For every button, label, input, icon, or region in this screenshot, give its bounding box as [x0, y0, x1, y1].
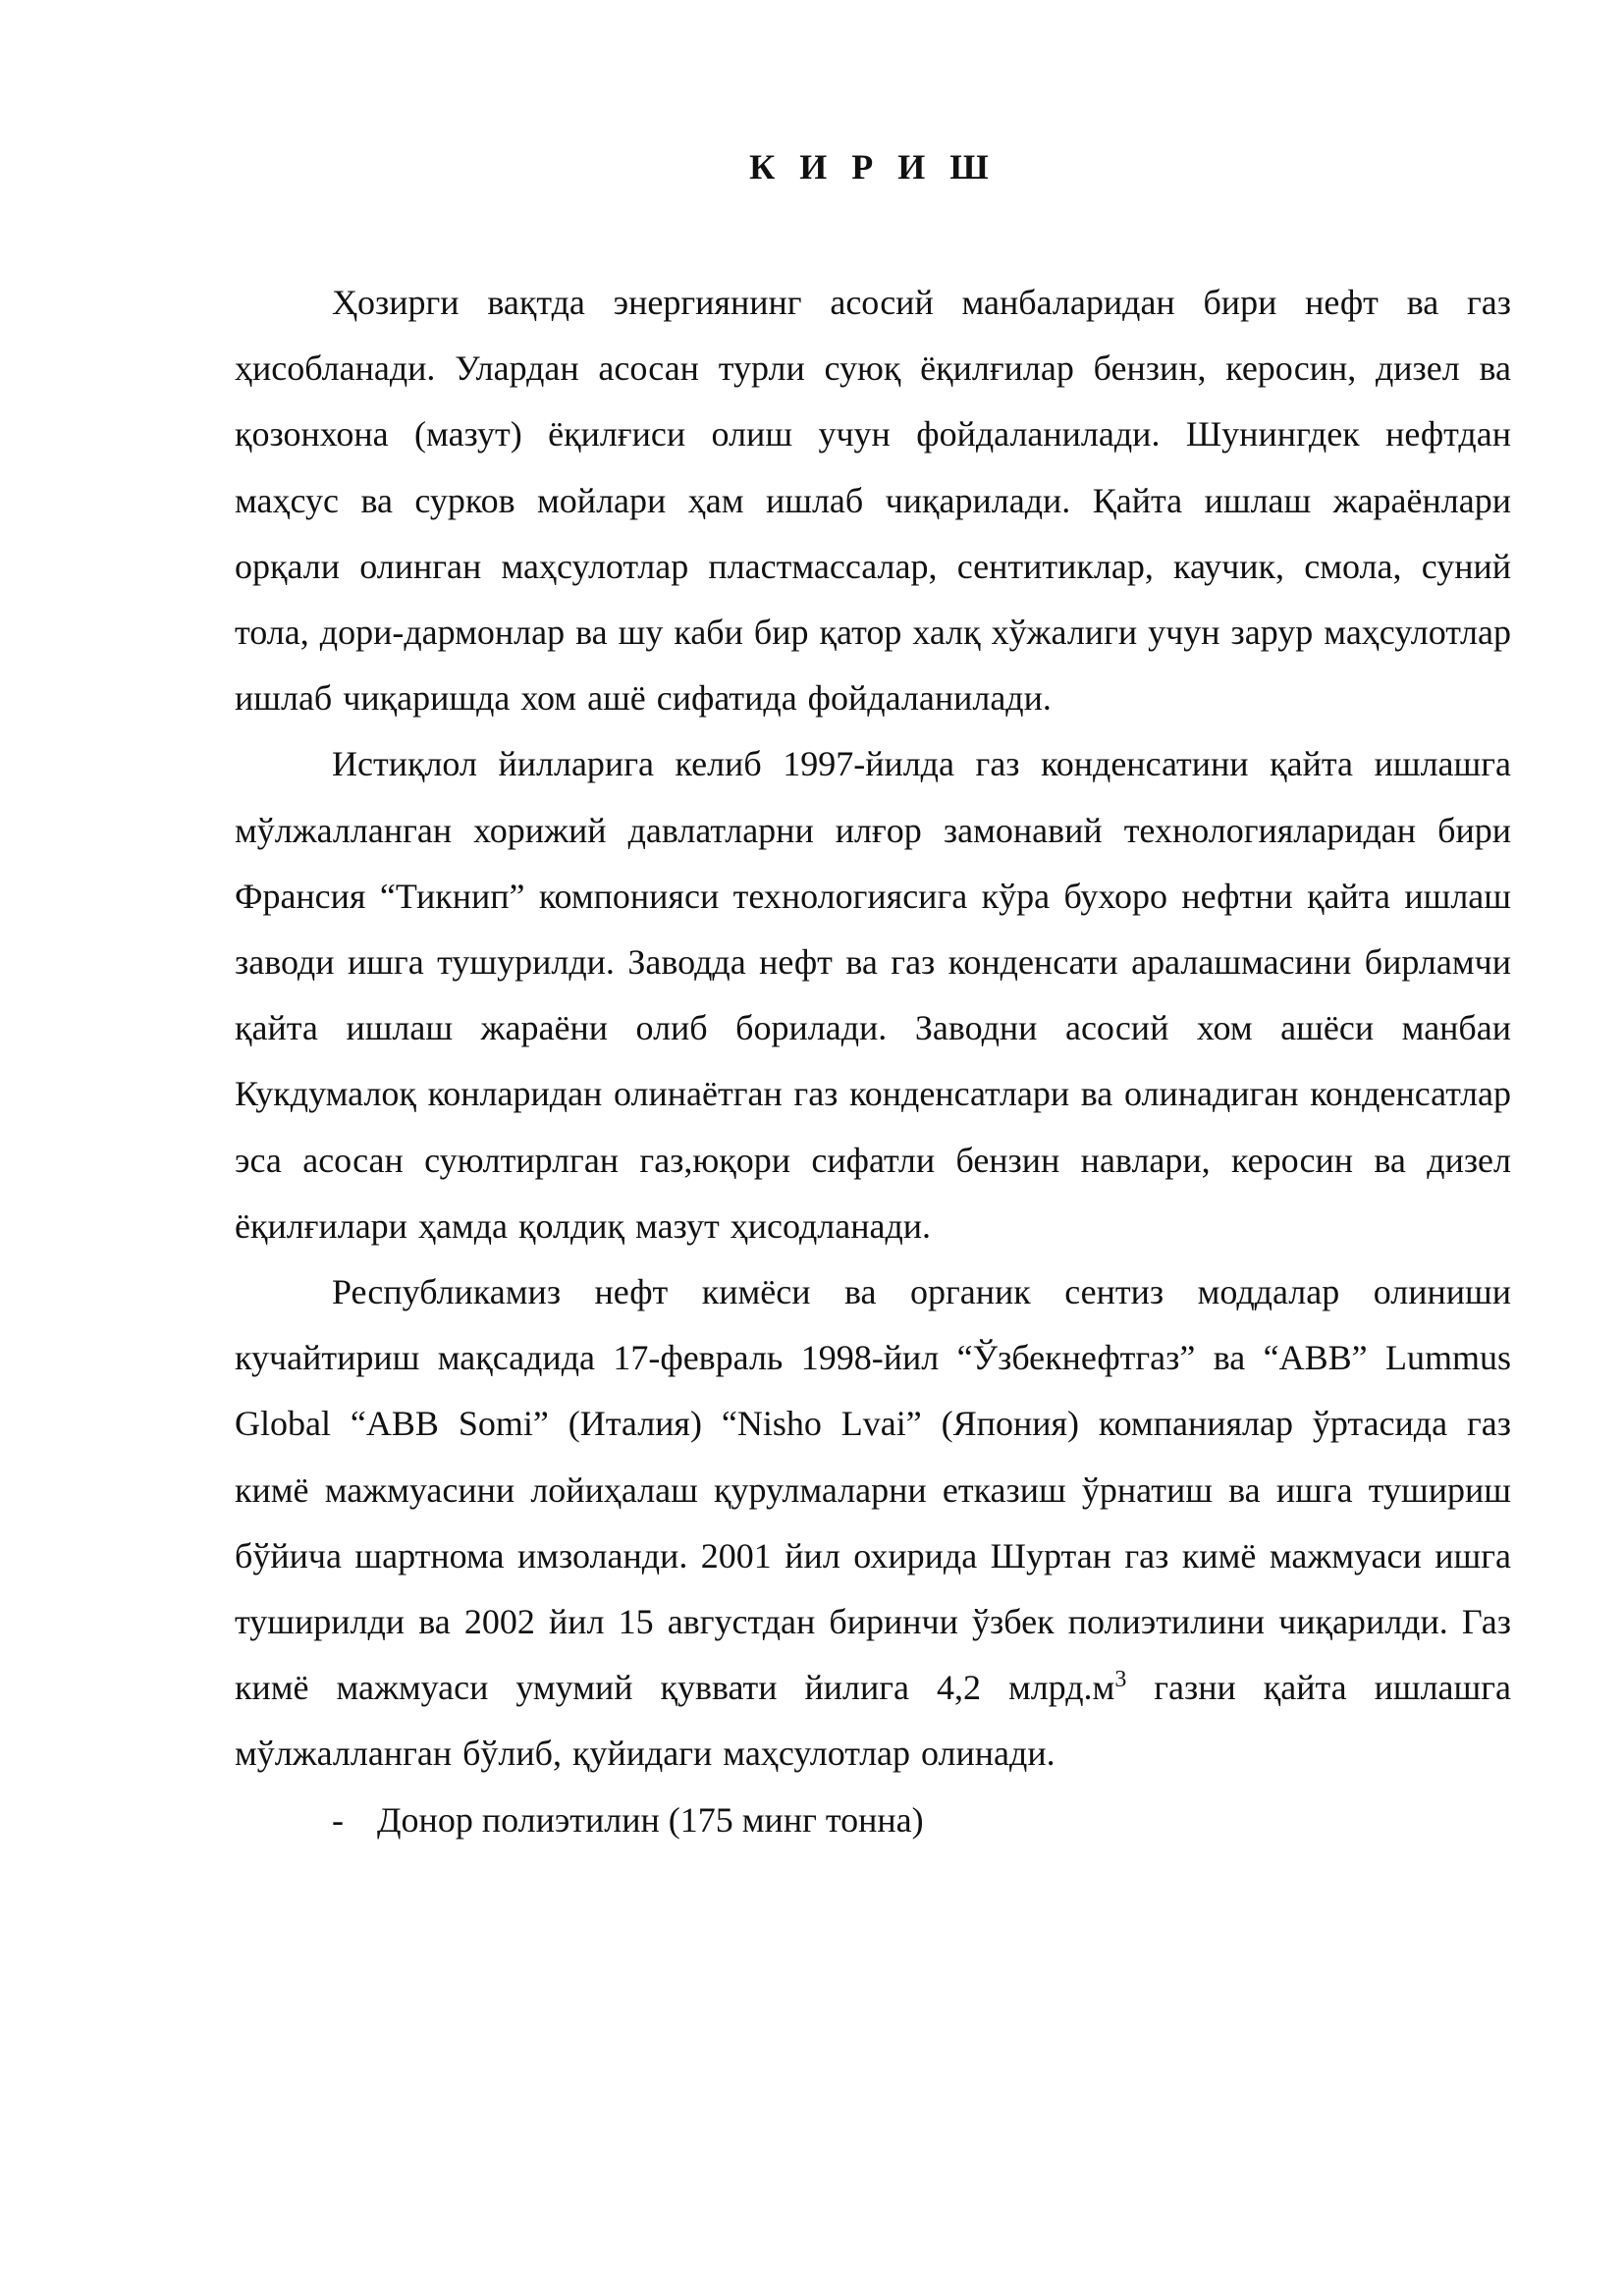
list-bullet: -: [332, 1799, 344, 1840]
paragraph-3-text-start: Республикамиз нефт кимёси ва органик сентиз моддалар олиниши кучайтириш мақсадида 17-февраль 1998-йил “Ўзбекнефтгаз” ва “ABB” Lummus Global “ABB Somi” (Италия) “Nisho Lvai” (Япония) компаниялар ўртасида газ кимё мажмуасини лойиҳалаш қурулмаларни етказиш ўрнатиш ва ишга тушириш бўйича шартнома имзоланди. 2001 йил охирида Шуртан газ кимё мажмуаси ишга туширилди ва 2002 йил 15 августдан биринчи ўзбек полиэтилини чиқарилди. Газ кимё мажмуаси умумий қуввати йилига 4,2 млрд.м: [235, 1272, 1511, 1708]
document-page: [235, 147, 1511, 1853]
superscript-cubed: 3: [1114, 1667, 1127, 1693]
paragraph-3-text-end: газни қайта ишлашга мўлжалланган бўлиб, қуйидаги маҳсулотлар олинади.: [235, 1668, 1511, 1774]
page-title: К И Р И Ш: [749, 147, 997, 187]
paragraph-1: Ҳозирги вақтда энергиянинг асосий манбаларидан бири нефт ва газ ҳисобланади. Улардан асосан турли суюқ ёқилғилар бензин, керосин, дизел ва қозонхона (мазут) ёқилғиси олиш учун фойдаланилади. Шунингдек нефтдан маҳсус ва сурков мойлари ҳам ишлаб чиқарилади. Қайта ишлаш жараёнлари орқали олинган маҳсулотлар пластмассалар, сентитиклар, каучик, смола, суний тола, дори-дармонлар ва шу каби бир қатор халқ хўжалиги учун зарур маҳсулотлар ишлаб чиқаришда хом ашё сифатида фойдаланилади.: [235, 283, 1511, 719]
paragraph-3: [235, 1259, 1511, 1788]
list-item: [235, 1788, 1511, 1853]
paragraph-2: Истиқлол йилларига келиб 1997-йилда газ конденсатини қайта ишлашга мўлжалланган хорижий давлатларни илғор замонавий технологияларидан бири Франсия “Тикнип” компонияси технологиясига кўра бухоро нефтни қайта ишлаш заводи ишга тушурилди. Заводда нефт ва газ конденсати аралашмасини бирламчи қайта ишлаш жараёни олиб борилади. Заводни асосий хом ашёси манбаи Кукдумалоқ конларидан олинаётган газ конденсатлари ва олинадиган конденсатлар эса асосан суюлтирлган газ,юқори сифатли бензин навлари, керосин ва дизел ёқилғилари ҳамда қолдиқ мазут ҳисодланади.: [235, 744, 1511, 1246]
list-item-text: Донор полиэтилин (175 минг тонна): [377, 1799, 924, 1840]
